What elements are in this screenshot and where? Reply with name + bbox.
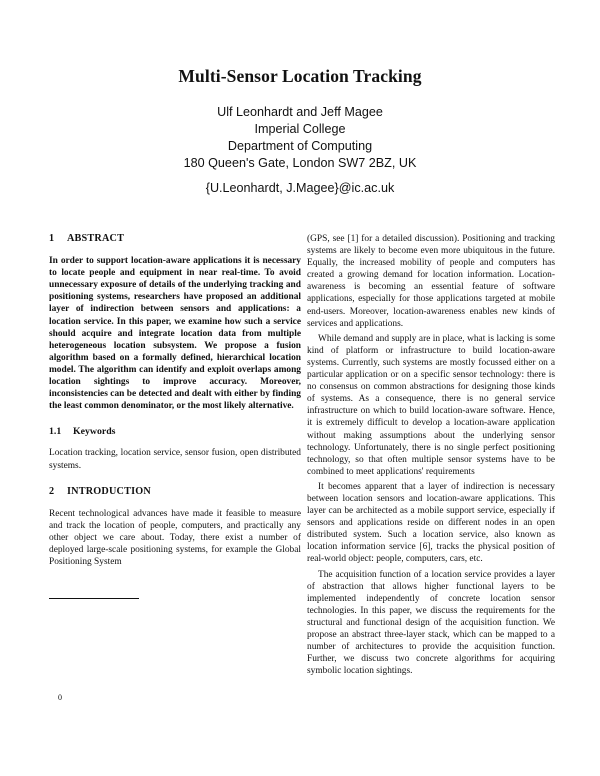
- affiliation: Imperial College: [254, 122, 346, 136]
- introduction-paragraph-5: The acquisition function of a location service provides a layer of abstraction that allows higher functional layers to be implemented independently of concrete location sensor technologies. In this paper, we discuss the requirements for the structural and functional design of the acquisition function. We propose an abstract three-layer stack, which can be mapped to a number of architectures to provide the acquisition function. Further, we discuss two concrete algorithms for acquiring symbolic location sightings.: [307, 569, 555, 677]
- page-number: 0: [58, 693, 62, 702]
- introduction-paragraph-4: It becomes apparent that a layer of indirection is necessary between location sensors and location-aware applications. This layer can be architected as a mobile support service, especially if sensors and applications reside on different nodes in an open distributed system. Such a location service, also known as location information service [6], tracks the physical position of real-world object: people, computers, cars, etc.: [307, 481, 555, 565]
- introduction-heading-text: INTRODUCTION: [67, 485, 151, 497]
- abstract-number: 1: [49, 233, 55, 244]
- left-column: [49, 233, 301, 568]
- footnote-rule: [49, 598, 139, 599]
- right-column: [307, 233, 555, 677]
- abstract-text: In order to support location-aware applications it is necessary to locate people and equipment in near real-time. To avoid unnecessary exposure of details of the underlying tracking and positioning systems, researchers have proposed an additional layer of indirection between sensors and applications: a location service. In this paper, we examine how such a service should acquire and integrate location data from multiple heterogeneous location subsystem. We propose a fusion algorithm based on a formally defined, hierarchical location model. The algorithm can identify and exploit overlaps among location sightings to improve accuracy. Moreover, inconsistencies can be detected and dealt with either by finding the least common denominator, or the most likely alternative.: [49, 256, 301, 412]
- author-block: [0, 104, 600, 197]
- author-email: {U.Leonhardt, J.Magee}@ic.ac.uk: [205, 181, 395, 195]
- introduction-paragraph-3: While demand and supply are in place, what is lacking is some kind of platform or infrastructure to build location-aware systems. Currently, such systems are mostly focussed either on a particular application or on a specific sensor technology: there is no consensus on common abstractions for designing those kinds of systems. As a consequence, there is no general service infrastructure on which to build location-aware software. Hence, it is extremely difficult to develop a location-aware application without making assumptions about the underlying sensor technology. Unfortunately, there is no single perfect positioning technology, so that often multiple sensor systems have to be combined to meet applications' requirements: [307, 333, 555, 477]
- introduction-number: 2: [49, 485, 55, 497]
- keywords-number: 1.1: [49, 426, 62, 438]
- introduction-heading: [49, 486, 301, 498]
- department: Department of Computing: [227, 139, 373, 153]
- address: 180 Queen's Gate, London SW7 2BZ, UK: [183, 156, 417, 170]
- keywords-text: Location tracking, location service, sensor fusion, open distributed systems.: [49, 448, 301, 471]
- paper-title: Multi-Sensor Location Tracking: [178, 66, 422, 86]
- introduction-paragraph-1: Recent technological advances have made it feasible to measure and track the location of people, computers, and practically any other object we care about. Today, there exist a number of deployed large-scale positioning systems, for example the Global Positioning System: [49, 508, 301, 568]
- keywords-heading: [49, 426, 301, 438]
- author-names: Ulf Leonhardt and Jeff Magee: [217, 105, 383, 119]
- abstract-heading: [49, 233, 301, 245]
- abstract-heading-text: ABSTRACT: [67, 233, 125, 244]
- introduction-paragraph-2: (GPS, see [1] for a detailed discussion). Positioning and tracking systems are likely to become even more ubiquitous in the future. Equally, the increased mobility of people and computers has created a growing demand for location information. Location-awareness is becoming an essential feature of software applications, especially for those applications targeted at mobile end-users. Moreover, location-awareness enables new kinds of services and applications.: [307, 234, 555, 329]
- keywords-heading-text: Keywords: [73, 426, 116, 438]
